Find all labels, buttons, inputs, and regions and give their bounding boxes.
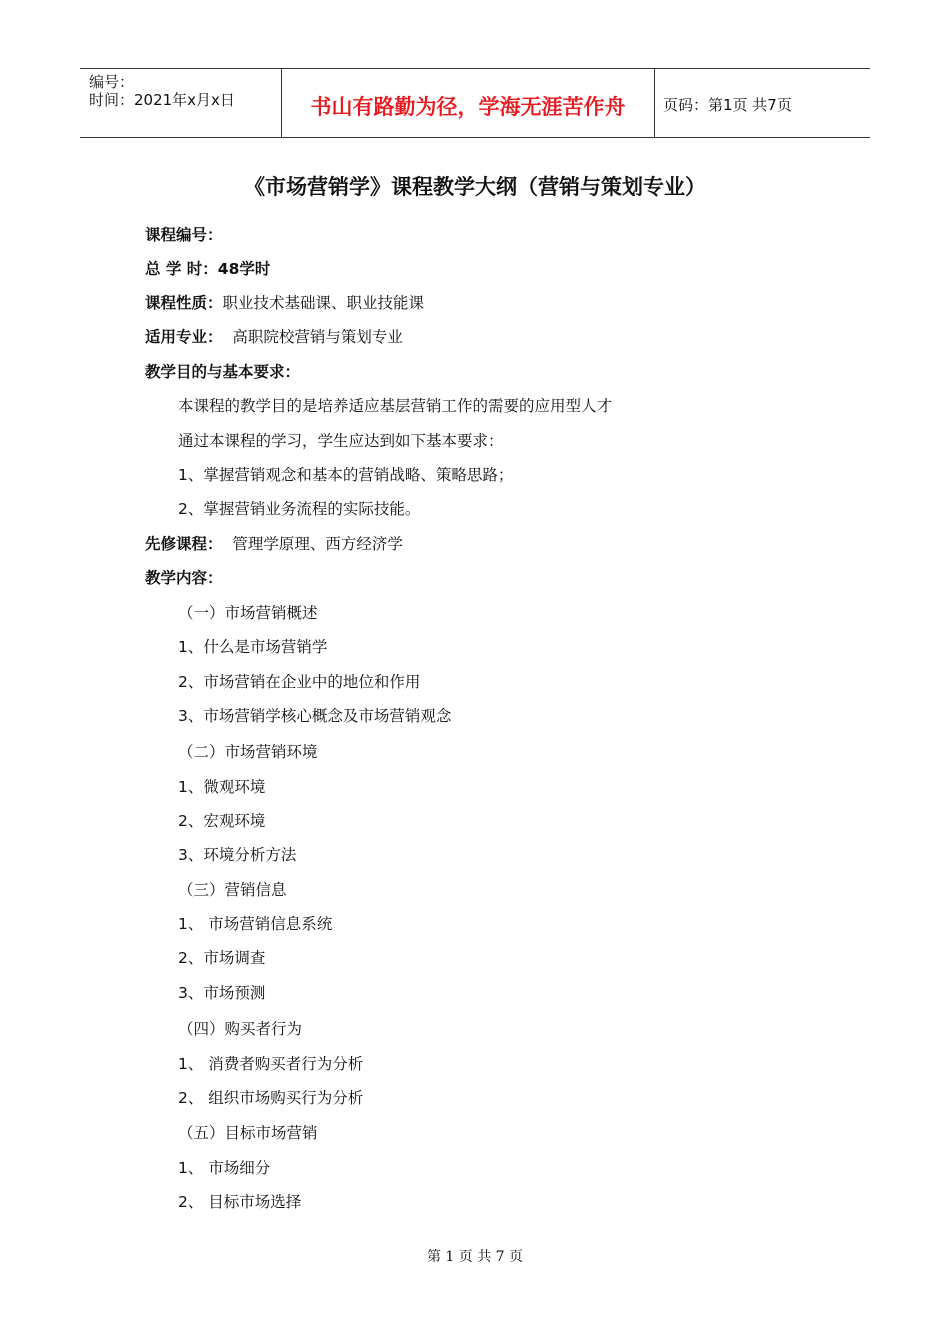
content-item: （一）市场营销概述 bbox=[178, 604, 318, 622]
page-title: 《市场营销学》课程教学大纲（营销与策划专业） bbox=[244, 175, 706, 199]
content-label: 教学内容： bbox=[145, 569, 223, 587]
header-right-cell bbox=[654, 69, 870, 137]
content-item: 2、市场调查 bbox=[178, 949, 266, 967]
nature-row bbox=[145, 293, 424, 313]
header-table bbox=[80, 68, 870, 138]
content-item: 2、宏观环境 bbox=[178, 812, 266, 830]
content-item: 3、环境分析方法 bbox=[178, 846, 297, 864]
prereq-label: 先修课程： bbox=[145, 535, 223, 553]
number-label: 编号： bbox=[89, 73, 135, 91]
motto: 书山有路勤为径，学海无涯苦作舟 bbox=[310, 95, 626, 119]
content-item: 3、市场营销学核心概念及市场营销观念 bbox=[178, 707, 452, 725]
content-item: （二）市场营销环境 bbox=[178, 743, 318, 761]
major-row bbox=[145, 327, 403, 347]
prereq-row bbox=[145, 534, 403, 554]
content-item: 1、 消费者购买者行为分析 bbox=[178, 1055, 364, 1073]
major-label: 适用专业： bbox=[145, 328, 223, 346]
content-item: （三）营销信息 bbox=[178, 881, 287, 899]
purpose-line: 本课程的教学目的是培养适应基层营销工作的需要的应用型人才 bbox=[178, 397, 613, 415]
date-label: 时间：2021年x月x日 bbox=[89, 91, 235, 109]
header-mid-cell bbox=[281, 69, 655, 137]
nature-label: 课程性质： bbox=[145, 294, 223, 312]
content-item: 2、 组织市场购买行为分析 bbox=[178, 1089, 364, 1107]
content-item: 1、 市场细分 bbox=[178, 1159, 271, 1177]
page-footer: 第 1 页 共 7 页 bbox=[426, 1249, 524, 1265]
content-item: 1、微观环境 bbox=[178, 778, 266, 796]
content-item: 1、什么是市场营销学 bbox=[178, 638, 328, 656]
prereq-value: 管理学原理、西方经济学 bbox=[222, 535, 403, 553]
hours-row bbox=[145, 259, 270, 279]
purpose-line: 2、掌握营销业务流程的实际技能。 bbox=[178, 500, 421, 518]
purpose-line: 1、掌握营销观念和基本的营销战略、策略思路； bbox=[178, 466, 514, 484]
content-item: 1、 市场营销信息系统 bbox=[178, 915, 333, 933]
content-item: （五）目标市场营销 bbox=[178, 1124, 318, 1142]
major-value: 高职院校营销与策划专业 bbox=[222, 328, 403, 346]
course-code-label: 课程编号： bbox=[145, 226, 223, 244]
nature-value: 职业技术基础课、职业技能课 bbox=[222, 294, 425, 312]
header-left-cell bbox=[80, 69, 280, 137]
hours-value: 48学时 bbox=[217, 260, 271, 278]
content-item: 3、市场预测 bbox=[178, 984, 266, 1002]
content-item: （四）购买者行为 bbox=[178, 1020, 303, 1038]
content-item: 2、 目标市场选择 bbox=[178, 1193, 302, 1211]
purpose-label: 教学目的与基本要求： bbox=[145, 363, 301, 381]
hours-label: 总 学 时： bbox=[145, 260, 218, 278]
content-item: 2、市场营销在企业中的地位和作用 bbox=[178, 673, 421, 691]
purpose-line: 通过本课程的学习，学生应达到如下基本要求： bbox=[178, 432, 504, 450]
page-code: 页码：第1页 共7页 bbox=[663, 96, 792, 114]
